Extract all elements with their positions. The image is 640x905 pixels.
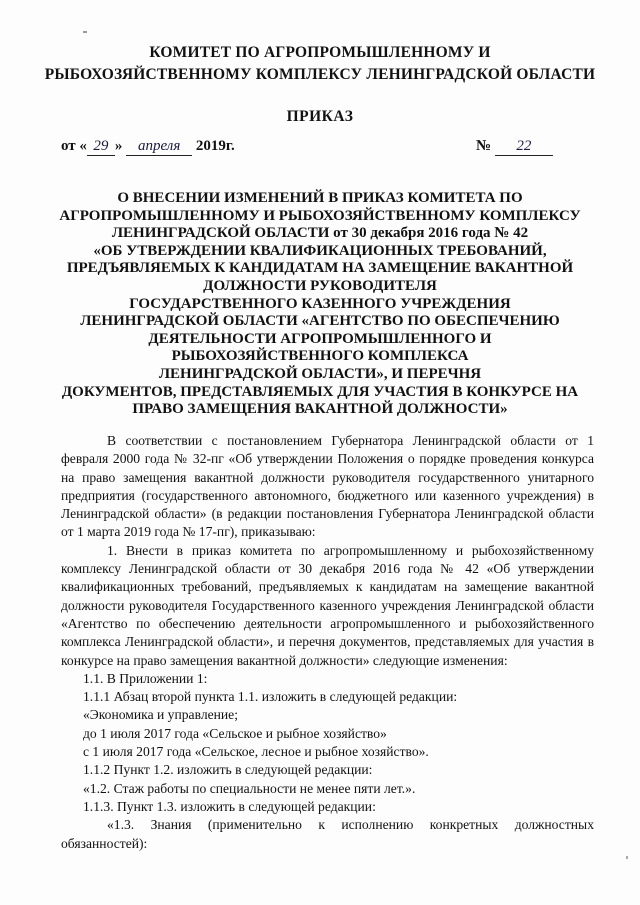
item-1-1-2: 1.1.2 Пункт 1.2. изложить в следующей редакции: bbox=[83, 762, 373, 778]
number-label: № bbox=[476, 138, 492, 154]
scan-speck bbox=[83, 31, 87, 33]
preamble-paragraph: В соответствии с постановлением Губернатора Ленинградской области от 1 февраля 2000 года № 32-пг «Об утверждении Положения о порядке проведения конкурса на право замещения вакантной должности руководителя государственного унитарного предприятия (государственного автономного, бюджетного или казенного учреждения) в Ленинградской области» (в редакции постановления Губернатора Ленинградской области от 1 марта 2019 года № 17-пг), приказываю: bbox=[61, 433, 594, 540]
quote-line: до 1 июля 2017 года «Сельское и рыбное хозяйство» bbox=[83, 725, 387, 741]
heading-line: ЛЕНИНГРАДСКОЙ ОБЛАСТИ от 30 декабря 2016 года № 42 bbox=[111, 225, 529, 242]
scan-speck bbox=[626, 856, 628, 859]
heading-line: ДОЛЖНОСТИ РУКОВОДИТЕЛЯ bbox=[203, 277, 437, 294]
quote-paragraph: «1.3. Знания (применительно к исполнению конкретных должностных обязанностей): bbox=[61, 817, 594, 851]
handwritten-month: апреля bbox=[126, 138, 192, 156]
date-mid: » bbox=[114, 138, 127, 154]
quote-line: с 1 июля 2017 года «Сельское, лесное и рыбное хозяйство». bbox=[83, 744, 429, 760]
heading-line: ГОСУДАРСТВЕННОГО КАЗЕННОГО УЧРЕЖДЕНИЯ bbox=[129, 295, 511, 312]
date-suffix: 2019г. bbox=[192, 138, 235, 154]
heading-line: ПРЕДЪЯВЛЯЕМЫХ К КАНДИДАТАМ НА ЗАМЕЩЕНИЕ ВАКАНТНОЙ bbox=[66, 260, 574, 277]
heading-line: РЫБОХОЗЯЙСТВЕННОГО КОМПЛЕКСА bbox=[171, 348, 469, 365]
handwritten-day: 29 bbox=[87, 138, 115, 156]
org-line-1: КОМИТЕТ ПО АГРОПРОМЫШЛЕННОМУ И bbox=[149, 44, 491, 61]
item-1-1: 1.1. В Приложении 1: bbox=[83, 670, 208, 686]
order-body bbox=[61, 432, 594, 853]
organization-name bbox=[40, 42, 600, 86]
quote-line: «1.2. Стаж работы по специальности не менее пяти лет.». bbox=[83, 780, 416, 796]
order-number bbox=[476, 138, 553, 156]
heading-line: ДЕЯТЕЛЬНОСТИ АГРОПРОМЫШЛЕННОГО И bbox=[148, 330, 492, 347]
order-heading bbox=[40, 190, 600, 419]
item-1-1-3: 1.1.3. Пункт 1.3. изложить в следующей редакции: bbox=[83, 798, 376, 814]
order-date bbox=[61, 138, 235, 156]
item-1-paragraph: 1. Внести в приказ комитета по агропромышленному и рыбохозяйственному комплексу Ленинградской области от 30 декабря 2016 года № 42 «Об утверждении квалификационных требований, предъявляемых к кандидатам на замещение вакантной должности руководителя Государственного казенного учреждения Ленинградской области «Агентство по обеспечению деятельности агропромышленного и рыбохозяйственного комплекса Ленинградской области», и перечня документов, представляемых для участия в конкурсе на право замещения вакантной должности» следующие изменения: bbox=[61, 542, 594, 668]
quote-line: «Экономика и управление; bbox=[83, 707, 238, 723]
item-1-1-1: 1.1.1 Абзац второй пункта 1.1. изложить в следующей редакции: bbox=[83, 689, 458, 705]
heading-line: О ВНЕСЕНИИ ИЗМЕНЕНИЙ В ПРИКАЗ КОМИТЕТА ПО bbox=[117, 190, 523, 206]
heading-line: ЛЕНИНГРАДСКОЙ ОБЛАСТИ», И ПЕРЕЧНЯ bbox=[158, 365, 482, 382]
org-line-2: РЫБОХОЗЯЙСТВЕННОМУ КОМПЛЕКСУ ЛЕНИНГРАДСКОЙ ОБЛАСТИ bbox=[44, 66, 596, 83]
heading-line: ЛЕНИНГРАДСКОЙ ОБЛАСТИ «АГЕНТСТВО ПО ОБЕСПЕЧЕНИЮ bbox=[80, 313, 560, 330]
document-type: ПРИКАЗ bbox=[286, 108, 354, 125]
heading-line: АГРОПРОМЫШЛЕННОМУ И РЫБОХОЗЯЙСТВЕННОМУ КОМПЛЕКСУ bbox=[59, 207, 581, 224]
heading-line: ДОКУМЕНТОВ, ПРЕДСТАВЛЯЕМЫХ ДЛЯ УЧАСТИЯ В КОНКУРСЕ НА bbox=[61, 383, 579, 400]
date-prefix: от « bbox=[61, 138, 87, 154]
heading-line: «ОБ УТВЕРЖДЕНИИ КВАЛИФИКАЦИОННЫХ ТРЕБОВАНИЙ, bbox=[93, 242, 547, 259]
handwritten-number: 22 bbox=[495, 138, 553, 156]
heading-line: ПРАВО ЗАМЕЩЕНИЯ ВАКАНТНОЙ ДОЛЖНОСТИ» bbox=[132, 401, 508, 418]
